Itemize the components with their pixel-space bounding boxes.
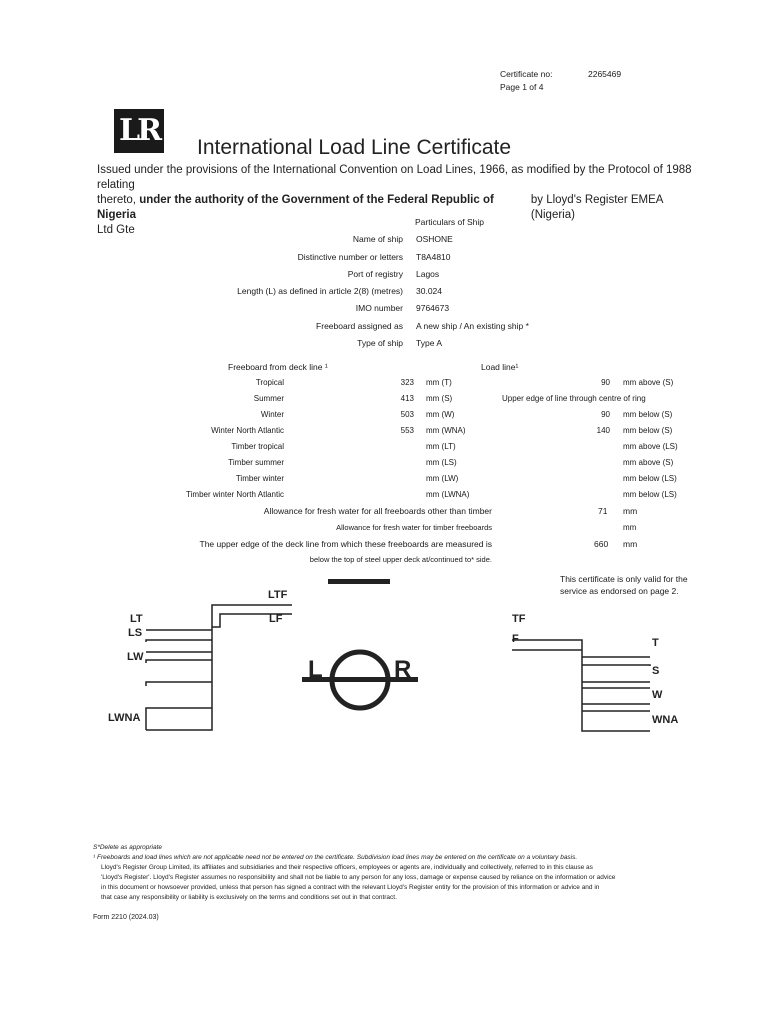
particulars-value: 9764673 xyxy=(416,303,450,313)
ring-letter-l: L xyxy=(308,656,323,683)
freeboard-label: Timber summer xyxy=(228,458,284,467)
particulars-label: Name of ship xyxy=(352,234,403,244)
issued-line-2a: thereto, xyxy=(97,194,140,206)
issued-line-3: Ltd Gte xyxy=(97,224,135,236)
deck-line-label: The upper edge of the deck line from which these freeboards are measured is xyxy=(199,539,492,549)
deck-line-note: below the top of steel upper deck at/continued to* side. xyxy=(309,555,492,564)
fresh-water-all-unit: mm xyxy=(623,506,638,516)
validity-line-2: service as endorsed on page 2. xyxy=(560,586,679,596)
label-ltf: LTF xyxy=(268,589,288,601)
fresh-water-timber-unit: mm xyxy=(623,523,637,532)
freeboard-unit: mm (LS) xyxy=(426,458,457,467)
freeboard-unit: mm (T) xyxy=(426,378,452,387)
freeboard-label: Winter xyxy=(260,410,284,419)
legal-disclaimer xyxy=(101,863,731,903)
freeboard-unit: mm (LW) xyxy=(426,474,459,483)
freeboard-label: Timber tropical xyxy=(231,442,284,451)
particulars-value: 30.024 xyxy=(416,286,442,296)
load-line-diagram xyxy=(0,570,768,750)
issued-by: by Lloyd's Register EMEA (Nigeria) xyxy=(530,194,663,221)
label-wna: WNA xyxy=(652,714,679,726)
particulars-label: Freeboard assigned as xyxy=(316,321,403,331)
lloyds-register-logo: LR xyxy=(114,109,164,153)
particulars-label: Length (L) as defined in article 2(8) (metres) xyxy=(237,286,403,296)
particulars-label: Distinctive number or letters xyxy=(297,252,403,262)
freeboard-unit: mm (W) xyxy=(426,410,455,419)
label-t: T xyxy=(652,637,659,649)
issued-authority: under the authority of the Government of the Federal Republic of Nigeria xyxy=(97,194,494,221)
label-tf: TF xyxy=(512,613,526,625)
freeboard-label: Winter North Atlantic xyxy=(211,426,284,435)
load-line-description: mm below (S) xyxy=(623,426,673,435)
load-line-description: mm below (LS) xyxy=(623,490,677,499)
label-w: W xyxy=(652,689,663,701)
freeboard-label: Tropical xyxy=(255,378,284,387)
form-number: Form 2210 (2024.03) xyxy=(93,914,159,921)
particulars-label: IMO number xyxy=(355,303,403,313)
label-ls: LS xyxy=(128,627,143,639)
issued-statement xyxy=(97,163,727,238)
particulars-value: A new ship / An existing ship * xyxy=(416,321,529,331)
label-lwna: LWNA xyxy=(108,712,141,724)
particulars-value: Type A xyxy=(416,338,442,348)
page-indicator: Page 1 of 4 xyxy=(500,82,544,92)
label-s: S xyxy=(652,665,660,677)
ring-letter-r: R xyxy=(394,656,412,683)
load-line-description: mm above (S) xyxy=(623,458,674,467)
fresh-water-timber-label: Allowance for fresh water for timber freeboards xyxy=(336,523,492,532)
freeboard-heading: Freeboard from deck line ¹ xyxy=(228,362,328,372)
footnote-1: ¹ Freeboards and load lines which are not applicable need not be entered on the certificate. Subdivision load lines may be entered on the certificate on a voluntary basis. xyxy=(93,854,578,861)
fresh-water-all-label: Allowance for fresh water for all freeboards other than timber xyxy=(263,506,492,516)
issued-line-1: Issued under the provisions of the International Convention on Load Lines, 1966, as modified by the Protocol of 1988 relating xyxy=(97,164,692,191)
particulars-value: Lagos xyxy=(416,269,440,279)
load-line-description: mm above (S) xyxy=(623,378,674,387)
particulars-value: T8A4810 xyxy=(416,252,451,262)
freeboard-label: Timber winter North Atlantic xyxy=(186,490,284,499)
load-line-value: 140 xyxy=(596,426,610,435)
legal-line-4: that case any responsibility or liability is exclusively on the terms and conditions set out in that contract. xyxy=(101,894,397,901)
freeboard-unit: mm (LWNA) xyxy=(426,490,470,499)
freeboard-label: Summer xyxy=(253,394,284,403)
label-f: F xyxy=(512,633,519,645)
freeboard-label: Timber winter xyxy=(235,474,284,483)
load-line-value: 90 xyxy=(601,410,610,419)
label-lf: LF xyxy=(269,613,283,625)
load-line-description: mm above (LS) xyxy=(623,442,678,451)
deck-line-unit: mm xyxy=(623,539,638,549)
load-line-description: mm below (S) xyxy=(623,410,673,419)
load-line-value: 90 xyxy=(601,378,610,387)
deck-line-value: 660 xyxy=(594,539,609,549)
footnote-delete: S*Delete as appropriate xyxy=(93,844,163,851)
validity-line-1: This certificate is only valid for the xyxy=(560,574,688,584)
freeboard-value: 503 xyxy=(400,410,414,419)
label-lt: LT xyxy=(130,613,143,625)
page-title: International Load Line Certificate xyxy=(197,136,512,159)
particulars-label: Port of registry xyxy=(347,269,403,279)
certificate-number-value: 2265469 xyxy=(588,69,622,79)
legal-line-3: in this document or howsoever provided, unless that person has signed a contract with the relevant Lloyd's Register entity for the provision of this information or advice and in xyxy=(101,884,600,891)
load-line-marks xyxy=(512,640,650,731)
certificate-number-label: Certificate no: xyxy=(500,69,553,79)
legal-line-1: Lloyd's Register Group Limited, its affiliates and subsidiaries and their respective officers, employees or agents are, individually and collectively, referred to in this clause as xyxy=(101,864,593,871)
load-line-description: mm below (LS) xyxy=(623,474,677,483)
deck-line-mark xyxy=(328,579,390,584)
particulars-label: Type of ship xyxy=(357,338,403,348)
freeboard-value: 553 xyxy=(400,426,414,435)
freeboard-unit: mm (S) xyxy=(426,394,453,403)
legal-line-2: 'Lloyd's Register'. Lloyd's Register assumes no responsibility and shall not be liable to any person for any loss, damage or expense caused by reliance on the information or advice xyxy=(101,874,616,881)
load-line-heading: Load line¹ xyxy=(481,362,519,372)
certificate-number-block xyxy=(500,68,621,94)
freeboard-unit: mm (LT) xyxy=(426,442,456,451)
particulars-value: OSHONE xyxy=(416,234,453,244)
freeboard-value: 323 xyxy=(400,378,414,387)
particulars-heading: Particulars of Ship xyxy=(415,217,484,227)
fresh-water-all-value: 71 xyxy=(598,506,608,516)
load-line-description: Upper edge of line through centre of ring xyxy=(502,394,646,403)
label-lw: LW xyxy=(127,651,144,663)
freeboard-unit: mm (WNA) xyxy=(426,426,466,435)
freeboard-value: 413 xyxy=(400,394,414,403)
